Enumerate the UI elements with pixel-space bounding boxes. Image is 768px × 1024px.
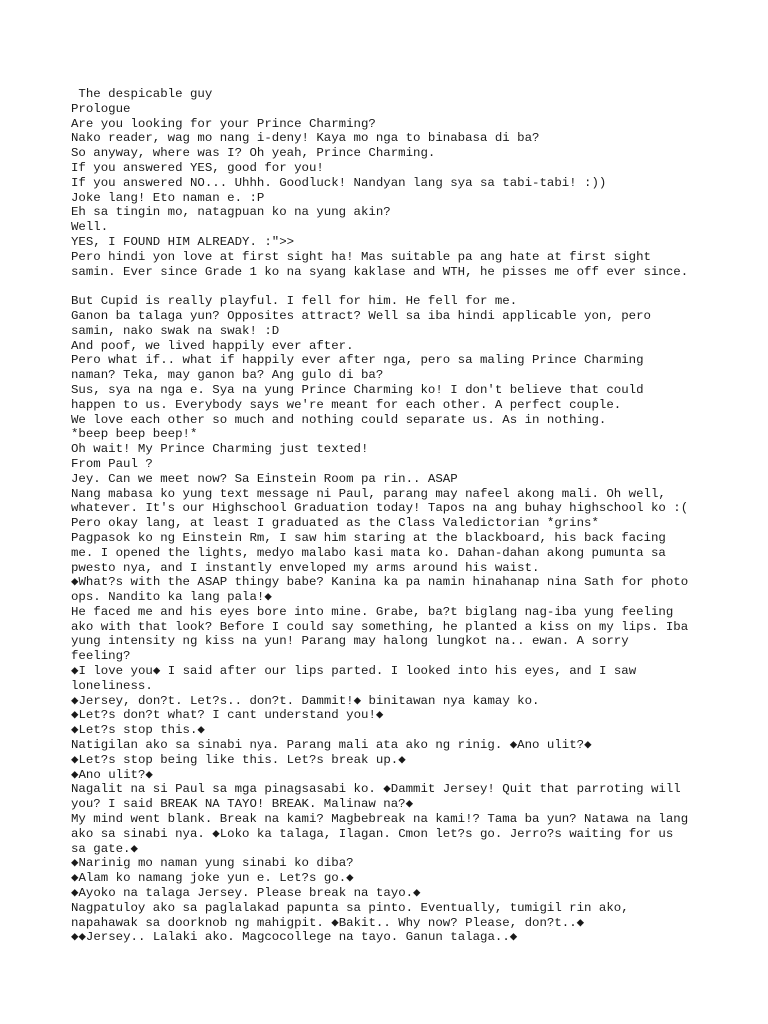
text-line: My mind went blank. Break na kami? Magbebreak na kami!? Tama ba yun? Natawa na lang	[71, 812, 689, 827]
text-line: But Cupid is really playful. I fell for him. He fell for me.	[71, 294, 518, 309]
text-line: Nagalit na si Paul sa mga pinagsasabi ko. ◆Dammit Jersey! Quit that parroting will	[71, 782, 681, 797]
text-line: And poof, we lived happily ever after.	[71, 338, 354, 353]
text-line: Pero okay lang, at least I graduated as the Class Valedictorian *grins*	[71, 516, 599, 531]
text-line: ◆Let?s stop this.◆	[71, 723, 205, 738]
text-line: Ganon ba talaga yun? Opposites attract? Well sa iba hindi applicable yon, pero	[71, 308, 651, 323]
text-line: you? I said BREAK NA TAYO! BREAK. Malinaw na?◆	[71, 797, 414, 812]
text-line: me. I opened the lights, medyo malabo kasi mata ko. Dahan-dahan akong pumunta sa	[71, 545, 666, 560]
text-line: Nang mabasa ko yung text message ni Paul, parang may nafeel akong mali. Oh well,	[71, 486, 666, 501]
text-line: We love each other so much and nothing could separate us. As in nothing.	[71, 412, 607, 427]
text-line: whatever. It's our Highschool Graduation today! Tapos na ang buhay highschool ko :(	[71, 501, 689, 516]
text-line: Prologue	[71, 101, 131, 116]
text-line: Pagpasok ko ng Einstein Rm, I saw him staring at the blackboard, his back facing	[71, 530, 666, 545]
text-line: ops. Nandito ka lang pala!◆	[71, 590, 272, 605]
text-line: feeling?	[71, 649, 131, 664]
text-line: napahawak sa doorknob ng mahigpit. ◆Bakit.. Why now? Please, don?t..◆	[71, 915, 585, 930]
text-line: Sus, sya na nga e. Sya na yung Prince Charming ko! I don't believe that could	[71, 382, 644, 397]
text-line: He faced me and his eyes bore into mine. Grabe, ba?t biglang nag-iba yung feeling	[71, 604, 674, 619]
text-line: Eh sa tingin mo, natagpuan ko na yung akin?	[71, 205, 391, 220]
text-line: Are you looking for your Prince Charming?	[71, 116, 376, 131]
text-line: yung intensity ng kiss na yun! Parang may halong lungkot na.. ewan. A sorry	[71, 634, 629, 649]
text-line: *beep beep beep!*	[71, 427, 198, 442]
document-title: The despicable guy	[71, 87, 213, 101]
text-line: pwesto nya, and I instantly enveloped my arms around his waist.	[71, 560, 540, 575]
text-line: ◆I love you◆ I said after our lips parted. I looked into his eyes, and I saw	[71, 664, 637, 679]
text-line: ◆Let?s don?t what? I cant understand you!◆	[71, 708, 384, 723]
text-line: loneliness.	[71, 678, 153, 693]
text-line: ◆◆Jersey.. Lalaki ako. Magcocollege na tayo. Ganun talaga..◆	[71, 930, 518, 945]
text-line: naman? Teka, may ganon ba? Ang gulo di ba?	[71, 368, 384, 383]
text-line: ◆Ano ulit?◆	[71, 767, 153, 782]
text-line: If you answered YES, good for you!	[71, 160, 324, 175]
text-line: Natigilan ako sa sinabi nya. Parang mali ata ako ng rinig. ◆Ano ulit?◆	[71, 738, 592, 753]
text-line: sa gate.◆	[71, 841, 138, 856]
text-line: Jey. Can we meet now? Sa Einstein Room pa rin.. ASAP	[71, 471, 458, 486]
text-line: If you answered NO... Uhhh. Goodluck! Nandyan lang sya sa tabi-tabi! :))	[71, 175, 607, 190]
text-line: ◆Narinig mo naman yung sinabi ko diba?	[71, 856, 354, 871]
text-line: ◆Alam ko namang joke yun e. Let?s go.◆	[71, 871, 354, 886]
document-page	[71, 87, 711, 945]
text-line: Oh wait! My Prince Charming just texted!	[71, 442, 369, 457]
text-line: Nagpatuloy ako sa paglalakad papunta sa pinto. Eventually, tumigil rin ako,	[71, 900, 629, 915]
text-line	[71, 279, 711, 294]
text-line: samin. Ever since Grade 1 ko na syang kaklase and WTH, he pisses me off ever since.	[71, 264, 689, 279]
text-line: Joke lang! Eto naman e. :P	[71, 190, 265, 205]
text-line: Nako reader, wag mo nang i-deny! Kaya mo nga to binabasa di ba?	[71, 131, 540, 146]
text-line: Well.	[71, 220, 109, 235]
text-line: ako sa sinabi nya. ◆Loko ka talaga, Ilagan. Cmon let?s go. Jerro?s waiting for us	[71, 826, 674, 841]
text-line: ◆What?s with the ASAP thingy babe? Kanina ka pa namin hinahanap nina Sath for photo	[71, 575, 689, 590]
text-line: happen to us. Everybody says we're meant for each other. A perfect couple.	[71, 397, 622, 412]
text-line: ◆Jersey, don?t. Let?s.. don?t. Dammit!◆ binitawan nya kamay ko.	[71, 693, 540, 708]
text-line: ako with that look? Before I could say something, he planted a kiss on my lips. Iba	[71, 619, 689, 634]
text-line: From Paul ?	[71, 456, 153, 471]
text-line: Pero what if.. what if happily ever after nga, pero sa maling Prince Charming	[71, 353, 644, 368]
text-line: YES, I FOUND HIM ALREADY. :">>	[71, 234, 295, 249]
text-line: Pero hindi yon love at first sight ha! Mas suitable pa ang hate at first sight	[71, 249, 651, 264]
text-line: ◆Ayoko na talaga Jersey. Please break na tayo.◆	[71, 886, 421, 901]
text-line: ◆Let?s stop being like this. Let?s break up.◆	[71, 752, 406, 767]
text-line: samin, nako swak na swak! :D	[71, 323, 280, 338]
text-line: So anyway, where was I? Oh yeah, Prince Charming.	[71, 146, 436, 161]
